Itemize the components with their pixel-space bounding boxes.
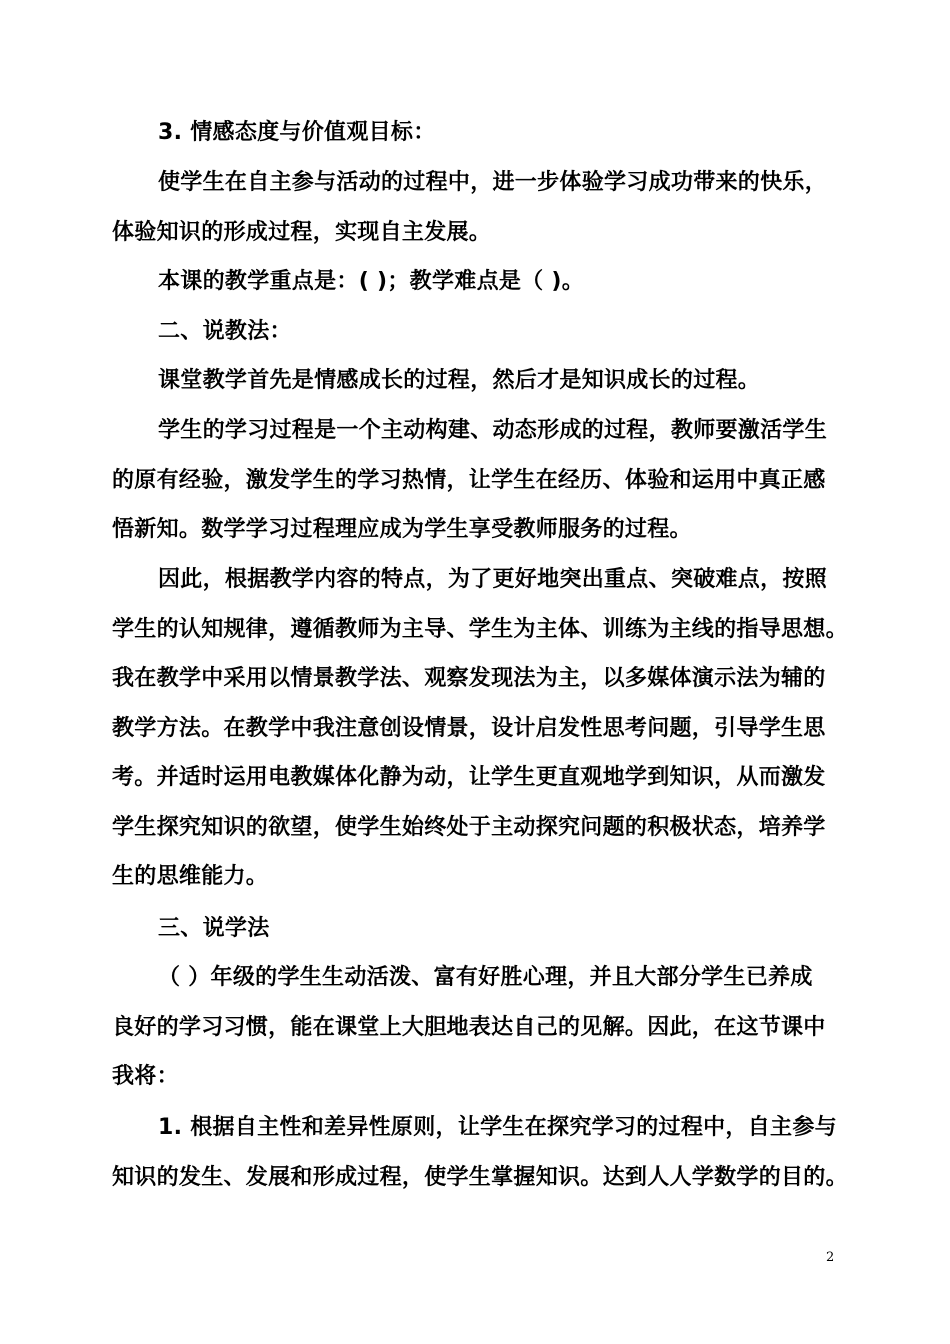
section3-paragraph [112,953,838,1102]
text-line: 三、说学法 [158,916,270,941]
text-line: 我将： [112,1064,179,1089]
text-line: 学生的学习过程是一个主动构建、动态形成的过程，教师要激活学生 [158,418,828,443]
section2-paragraph [112,406,838,555]
text-line: 的原有经验，激发学生的学习热情，让学生在经历、体验和运用中真正感 [112,467,826,493]
text-line: 1. 根据自主性和差异性原则，让学生在探究学习的过程中，自主参与 [158,1115,837,1140]
section3-heading [112,904,838,954]
text-line: （ ）年级的学生生动活泼、富有好胜心理，并且大部分学生已养成 [158,965,813,990]
text-line: 良好的学习习惯，能在课堂上大胆地表达自己的见解。因此，在这节课中 [112,1014,826,1040]
text-line: 生的思维能力。 [112,864,269,889]
text-line: 3. 情感态度与价值观目标： [158,120,436,145]
section2-paragraph [112,356,838,406]
text-line: 我在教学中采用以情景教学法、观察发现法为主，以多媒体演示法为辅的 [112,666,826,691]
goal3-body [112,158,838,257]
text-line: 本课的教学重点是：( )；教学难点是（ )。 [158,269,585,294]
section2-heading [112,307,838,357]
text-line: 考。并适时运用电教媒体化静为动，让学生更直观地学到知识，从而激发 [112,765,826,790]
text-line: 二、说教法： [158,319,292,344]
text-line: 课堂教学首先是情感成长的过程，然后才是知识成长的过程。 [158,368,761,393]
text-line: 体验知识的形成过程，实现自主发展。 [112,219,492,245]
text-line: 教学方法。在教学中我注意创设情景，设计启发性思考问题，引导学生思 [112,715,826,741]
text-line: 学生探究知识的欲望，使学生始终处于主动探究问题的积极状态，培养学 [112,814,826,840]
section2-paragraph [112,555,848,902]
text-line: 使学生在自主参与活动的过程中，进一步体验学习成功带来的快乐， [158,170,828,195]
text-line: 知识的发生、发展和形成过程，使学生掌握知识。达到人人学数学的目的。 [112,1164,848,1190]
goal3-heading [112,108,838,158]
key-points-line [112,257,838,307]
text-line: 悟新知。数学学习过程理应成为学生享受教师服务的过程。 [112,517,692,542]
text-line: 因此，根据教学内容的特点，为了更好地突出重点、突破难点，按照 [158,567,828,592]
text-line: 学生的认知规律，遵循教师为主导、学生为主体、训练为主线的指导思想。 [112,616,848,642]
section3-list-item [112,1103,848,1202]
page-number: 2 [826,1250,835,1265]
